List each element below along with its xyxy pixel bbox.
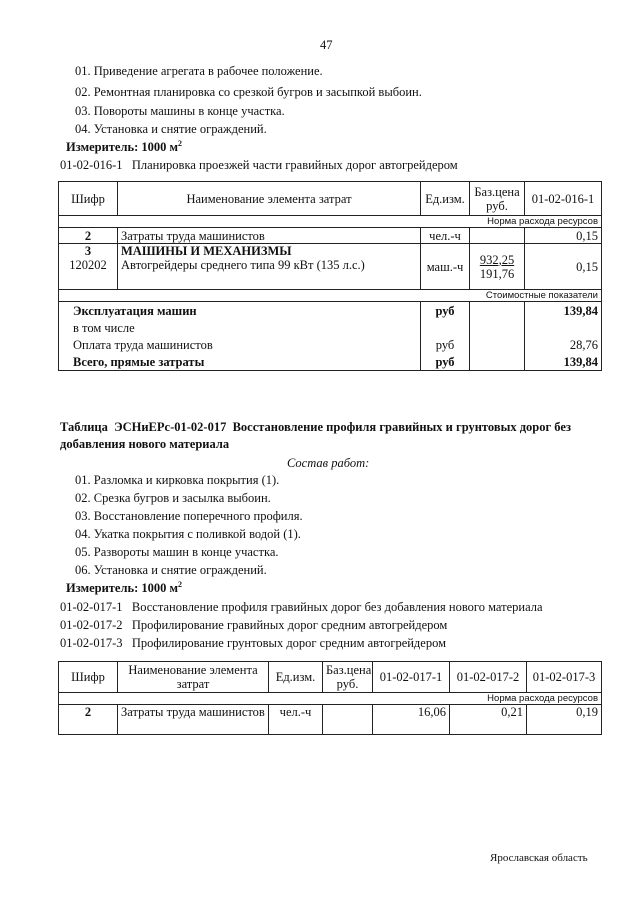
price-value: 932,25 [479,252,515,267]
code-line: 01-02-017-3 Профилирование грунтовых дорог средним автогрейдером [60,636,447,650]
work-item: 04. Установка и снятие ограждений. [75,122,267,136]
header-name: Наименование элемента затрат [118,662,269,693]
price-value: 191,76 [479,266,515,281]
measure-unit: Измеритель: 1000 $м^2$ [66,138,183,154]
row-code: 2 [59,705,118,735]
code-line: 01-02-017-2 Профилирование гравийных дорог средним автогрейдером [60,618,448,632]
total-value: 139,84 [525,354,602,371]
wage-name: Оплата труда машинистов [59,337,421,354]
resource-table-2 [58,661,602,735]
footer-region: Ярославская область [490,852,588,864]
wage-unit: руб [421,337,470,354]
page-number: 47 [320,38,333,52]
total-unit: руб [421,354,470,371]
row-name: Автогрейдеры среднего типа 99 кВт (135 л.с.) [121,258,365,272]
work-item: 03. Повороты машины в конце участка. [75,104,285,118]
measure-unit: Измеритель: 1000 $м^2$ [66,579,183,595]
work-item: 01. Приведение агрегата в рабочее положение. [75,64,323,78]
work-item: 01. Разломка и кирковка покрытия (1). [75,473,280,487]
table-title: Таблица ЭСНиЕРс-01-02-017 Восстановление профиля гравийных и грунтовых дорог без [60,420,571,434]
row-value: 0,19 [527,705,602,735]
row-value: 0,15 [525,228,602,244]
exploit-unit: руб [421,302,470,320]
header-price: Баз.цена руб. [470,182,525,216]
row-code: 120202 [69,258,107,272]
header-unit: Ед.изм. [421,182,470,216]
header-column: 01-02-017-2 [450,662,527,693]
resource-table-1 [58,181,602,371]
composition-label: Состав работ: [287,456,370,470]
header-code: Шифр [59,182,118,216]
incl-label: в том числе [59,320,421,337]
header-column: 01-02-016-1 [525,182,602,216]
header-code: Шифр [59,662,118,693]
row-code: 2 [59,228,118,244]
exploit-value: 139,84 [525,302,602,320]
norm-label: Норма расхода ресурсов [59,216,602,228]
header-unit: Ед.изм. [269,662,323,693]
row-unit: чел.-ч [269,705,323,735]
header-column: 01-02-017-3 [527,662,602,693]
row-name: Затраты труда машинистов [118,705,269,735]
work-item: 05. Развороты машин в конце участка. [75,545,279,559]
row-unit: чел.-ч [421,228,470,244]
total-name: Всего, прямые затраты [59,354,421,371]
row-value: 0,21 [450,705,527,735]
work-item: 06. Установка и снятие ограждений. [75,563,267,577]
code-line: 01-02-016-1 Планировка проезжей части гравийных дорог автогрейдером [60,158,458,172]
header-price: Баз.цена руб. [323,662,373,693]
work-item: 04. Укатка покрытия с поливкой водой (1). [75,527,301,541]
header-name: Наименование элемента затрат [118,182,421,216]
row-name: Затраты труда машинистов [118,228,421,244]
cost-label: Стоимостные показатели [59,290,602,302]
wage-value: 28,76 [525,337,602,354]
code-line: 01-02-017-1 Восстановление профиля гравийных дорог без добавления нового материала [60,600,543,614]
row-unit: маш.-ч [421,244,470,290]
work-item: 02. Ремонтная планировка со срезкой бугров и засыпкой выбоин. [75,85,422,99]
group-title: МАШИНЫ И МЕХАНИЗМЫ [121,244,292,258]
row-value: 0,15 [525,244,602,290]
exploit-name: Эксплуатация машин [59,302,421,320]
row-value: 16,06 [373,705,450,735]
group-code: 3 [84,244,92,258]
header-column: 01-02-017-1 [373,662,450,693]
work-item: 02. Срезка бугров и засылка выбоин. [75,491,271,505]
norm-label: Норма расхода ресурсов [59,693,602,705]
work-item: 03. Восстановление поперечного профиля. [75,509,303,523]
table-title: добавления нового материала [60,437,230,451]
